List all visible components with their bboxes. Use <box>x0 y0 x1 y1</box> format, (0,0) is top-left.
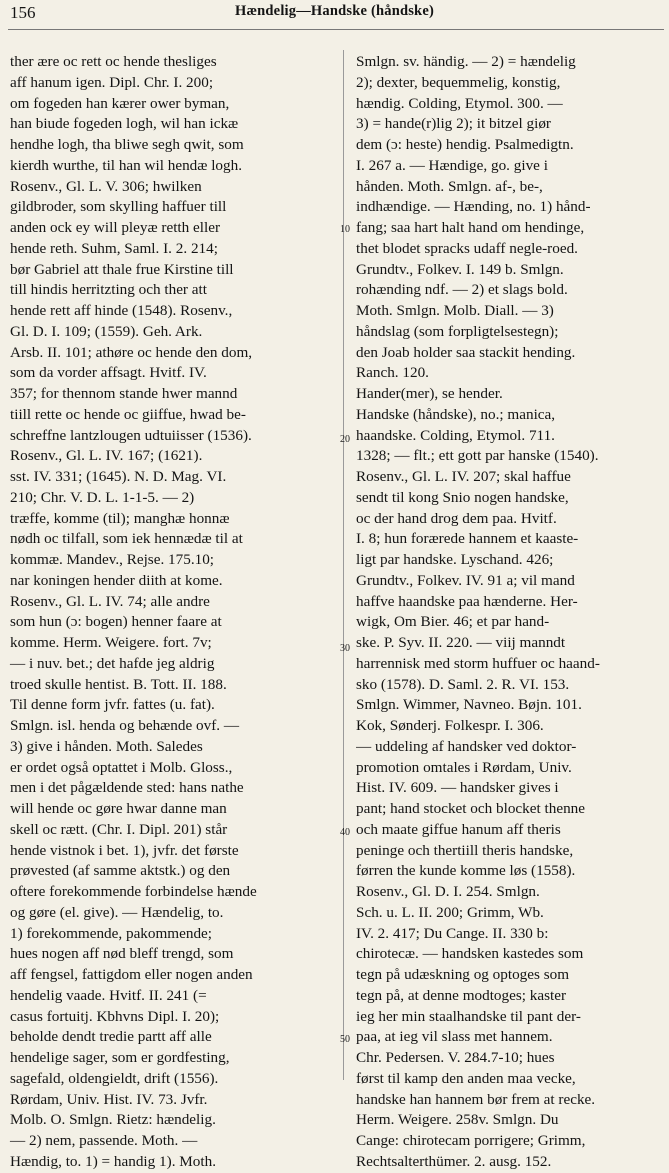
text-line: hendelige sager, som er gordfesting, <box>10 1049 230 1066</box>
left-column <box>10 52 336 1173</box>
text-line: Til denne form jvfr. fattes (u. fat). <box>10 696 215 714</box>
text-line: tegn på udæskning og optoges som <box>356 966 570 983</box>
text-line: om fogeden han kærer ower byman, <box>10 94 230 112</box>
text-line: Sch. u. L. II. 200; Grimm, Wb. <box>356 903 544 921</box>
text-line: haandske. Colding, Etymol. 711. <box>356 426 555 444</box>
text-line: paa, at ieg vil slass met hannem. <box>356 1028 553 1046</box>
text-line: er ordet også optattet i Molb. Gloss., <box>10 758 233 776</box>
text-line: tiill rette oc hende oc giiffue, hwad be- <box>10 405 246 423</box>
text-line: I. 267 a. — Hændige, go. give i <box>356 156 548 174</box>
text-line: 357; for thennom stande hwer mannd <box>10 385 238 402</box>
text-line: indhændige. — Hænding, no. 1) hånd- <box>356 198 591 216</box>
text-line: Ranch. 120. <box>356 364 429 382</box>
text-line: som da vorder affsagt. Hvitf. IV. <box>10 364 207 382</box>
text-line: Rechtsalterthümer. 2. ausg. 152. <box>356 1152 552 1170</box>
text-line: Grundtv., Folkev. IV. 91 a; vil mand <box>356 571 575 589</box>
page-header <box>0 0 669 30</box>
text-line: Rosenv., Gl. L. IV. 167; (1621). <box>10 447 203 465</box>
text-line: ther ære oc rett oc hende thesliges <box>10 53 217 70</box>
text-line: IV. 2. 417; Du Cange. II. 330 b: <box>356 924 549 942</box>
text-line: Hist. IV. 609. — handsker gives i <box>356 779 559 797</box>
line-number: 10 <box>340 224 350 235</box>
text-line: peninge och thertiill theris handske, <box>356 841 574 859</box>
text-line: Moth. Smlgn. Molb. Diall. — 3) <box>356 302 554 319</box>
text-line: men i det pågældende sted: hans nathe <box>10 779 244 797</box>
text-line: 3) = hande(r)lig 2); it bitzel giør <box>356 115 551 133</box>
text-line: nar koningen hender diith at kome. <box>10 571 223 589</box>
text-line: Chr. Pedersen. V. 284.7-10; hues <box>356 1049 555 1066</box>
text-line: will hende oc gøre hwar danne man <box>10 800 227 817</box>
text-line: Handske (håndske), no.; manica, <box>356 405 556 423</box>
text-line: komme. Herm. Weigere. fort. 7v; <box>10 634 212 651</box>
text-line: ske. P. Syv. II. 220. — viij manndt <box>356 634 566 651</box>
text-line: hende reth. Suhm, Saml. I. 2. 214; <box>10 239 218 257</box>
text-line: haffve haandske paa hænderne. Her- <box>356 592 578 610</box>
text-line: sko (1578). D. Saml. 2. R. VI. 153. <box>356 675 570 693</box>
text-line: handske han hannem bør frem at recke. <box>356 1090 596 1108</box>
text-line: skell oc rætt. (Chr. I. Dipl. 201) står <box>10 820 228 838</box>
text-line: 1328; — flt.; ett gott par hanske (1540). <box>356 447 599 465</box>
text-line: 2); dexter, bequemmelig, konstig, <box>356 73 561 91</box>
text-line: Smlgn. sv. händig. — 2) = hændelig <box>356 53 576 70</box>
text-line: ligt par handske. Lyschand. 426; <box>356 551 554 568</box>
text-line: oc der hand drog dem paa. Hvitf. <box>356 509 557 527</box>
text-line: Cange: chirotecam porrigere; Grimm, <box>356 1132 586 1149</box>
text-line: hånden. Moth. Smlgn. af-, be-, <box>356 177 543 195</box>
text-line: hendelig vaade. Hvitf. II. 241 (= <box>10 986 207 1004</box>
text-line: harrennisk med storm huffuer oc haand- <box>356 654 600 672</box>
text-line: Hander(mer), se hender. <box>356 385 503 402</box>
text-line: hende vistnok i bet. 1), jvfr. det første <box>10 841 239 859</box>
text-line: I. 8; hun forærede hannem et kaaste- <box>356 530 579 548</box>
text-line: prøvested (af samme aktstk.) og den <box>10 862 231 880</box>
text-line: schreffne lantzlougen udtuiisser (1536). <box>10 426 252 444</box>
text-line: rohænding ndf. — 2) et slags bold. <box>356 281 568 299</box>
text-line: 1) forekommende, pakommende; <box>10 924 213 942</box>
text-line: 210; Chr. V. D. L. 1-1-5. — 2) <box>10 488 195 506</box>
text-line: hændig. Colding, Etymol. 300. — <box>356 94 563 112</box>
text-line: oftere forekommende forbindelse hænde <box>10 883 257 900</box>
line-number: 30 <box>340 643 350 654</box>
text-line: ieg her min staalhandske til pant der- <box>356 1007 581 1025</box>
text-line: fang; saa hart halt hand om hendinge, <box>356 219 585 236</box>
line-number: 50 <box>340 1034 350 1045</box>
text-line: beholde dendt tredie partt aff alle <box>10 1028 212 1046</box>
text-line: thet blodet spracks udaff negle-roed. <box>356 239 578 257</box>
text-line: først til kamp den anden maa vecke, <box>356 1069 576 1087</box>
text-line: han biude fogeden logh, wil han ickæ <box>10 115 239 133</box>
text-line: som hun (ɔ: bogen) henner faare at <box>10 613 222 631</box>
text-line: kierdh wurthe, til han wil hendæ logh. <box>10 156 242 174</box>
text-line: gildbroder, som skylling haffuer till <box>10 198 227 216</box>
text-line: promotion omtales i Rørdam, Univ. <box>356 758 572 776</box>
text-line: pant; hand stocket och blocket thenne <box>356 800 586 817</box>
text-line: sagefald, oldengieldt, drift (1556). <box>10 1069 219 1087</box>
text-line: hendhe logh, tha bliwe segh qwit, som <box>10 136 244 153</box>
column-divider <box>343 50 344 1080</box>
header-rule <box>8 29 664 30</box>
text-line: Kok, Sønderj. Folkespr. I. 306. <box>356 717 544 734</box>
line-number: 20 <box>340 434 350 445</box>
text-line: anden ock ey will pleyæ retth eller <box>10 219 221 236</box>
text-line: Rosenv., Gl. D. I. 254. Smlgn. <box>356 883 540 900</box>
text-line: tegn på, at denne modtoges; kaster <box>356 986 567 1004</box>
text-line: Rosenv., Gl. L. V. 306; hwilken <box>10 177 202 195</box>
text-line: och maate giffue hanum aff theris <box>356 820 561 838</box>
text-line: bør Gabriel att thale frue Kirstine till <box>10 260 234 278</box>
text-line: dem (ɔ: heste) hendig. Psalmedigtn. <box>356 136 574 153</box>
text-line: casus fortuitj. Kbhvns Dipl. I. 20); <box>10 1007 220 1025</box>
right-column <box>356 52 668 1173</box>
line-number: 40 <box>340 827 350 838</box>
text-line: førren the kunde komme løs (1558). <box>356 862 576 880</box>
text-line: Hændig, to. 1) = handig 1). Moth. <box>10 1152 216 1170</box>
page-number: 156 <box>10 3 36 22</box>
text-line: sst. IV. 331; (1645). N. D. Mag. VI. <box>10 468 227 485</box>
text-line: troed skulle hentist. B. Tott. II. 188. <box>10 675 227 693</box>
text-line: hues nogen aff nød bleff trengd, som <box>10 945 234 963</box>
text-line: Smlgn. isl. henda og behænde ovf. — <box>10 717 240 734</box>
text-line: wigk, Om Bier. 46; et par hand- <box>356 613 550 631</box>
running-title: Hændelig—Handske (håndske) <box>235 3 434 19</box>
text-line: aff hanum igen. Dipl. Chr. I. 200; <box>10 73 214 91</box>
text-line: Gl. D. I. 109; (1559). Geh. Ark. <box>10 322 203 340</box>
text-line: træffe, komme (til); manghæ honnæ <box>10 509 230 527</box>
text-line: Herm. Weigere. 258v. Smlgn. Du <box>356 1111 559 1129</box>
text-line: — uddeling af handsker ved doktor- <box>356 737 577 755</box>
text-line: Molb. O. Smlgn. Rietz: hændelig. <box>10 1111 216 1129</box>
text-line: sendt til kong Snio nogen handske, <box>356 488 569 506</box>
text-line: till hindis herritzting och ther att <box>10 281 207 299</box>
text-line: Arsb. II. 101; athøre oc hende den dom, <box>10 343 253 361</box>
text-line: chirotecæ. — handsken kastedes som <box>356 945 584 963</box>
text-line: hende rett aff hinde (1548). Rosenv., <box>10 302 233 319</box>
text-line: aff fengsel, fattigdom eller nogen anden <box>10 966 253 983</box>
text-line: og gøre (el. give). — Hændelig, to. <box>10 903 224 921</box>
text-line: Rørdam, Univ. Hist. IV. 73. Jvfr. <box>10 1090 208 1108</box>
text-line: kommæ. Mandev., Rejse. 175.10; <box>10 551 215 568</box>
text-line: Smlgn. Wimmer, Navneo. Bøjn. 101. <box>356 696 582 714</box>
text-line: Grundtv., Folkev. I. 149 b. Smlgn. <box>356 260 564 278</box>
text-line: nødh oc tilfall, som iek hennædæ til at <box>10 530 243 548</box>
text-line: — i nuv. bet.; det hafde jeg aldrig <box>10 654 215 672</box>
text-line: 3) give i hånden. Moth. Saledes <box>10 737 203 755</box>
text-line: håndslag (som forpligtelsestegn); <box>356 322 559 340</box>
text-line: den Joab holder saa stackit hending. <box>356 343 576 361</box>
text-line: — 2) nem, passende. Moth. — <box>10 1132 198 1149</box>
text-line: Rosenv., Gl. L. IV. 207; skal haffue <box>356 468 571 485</box>
text-line: Rosenv., Gl. L. IV. 74; alle andre <box>10 592 210 610</box>
